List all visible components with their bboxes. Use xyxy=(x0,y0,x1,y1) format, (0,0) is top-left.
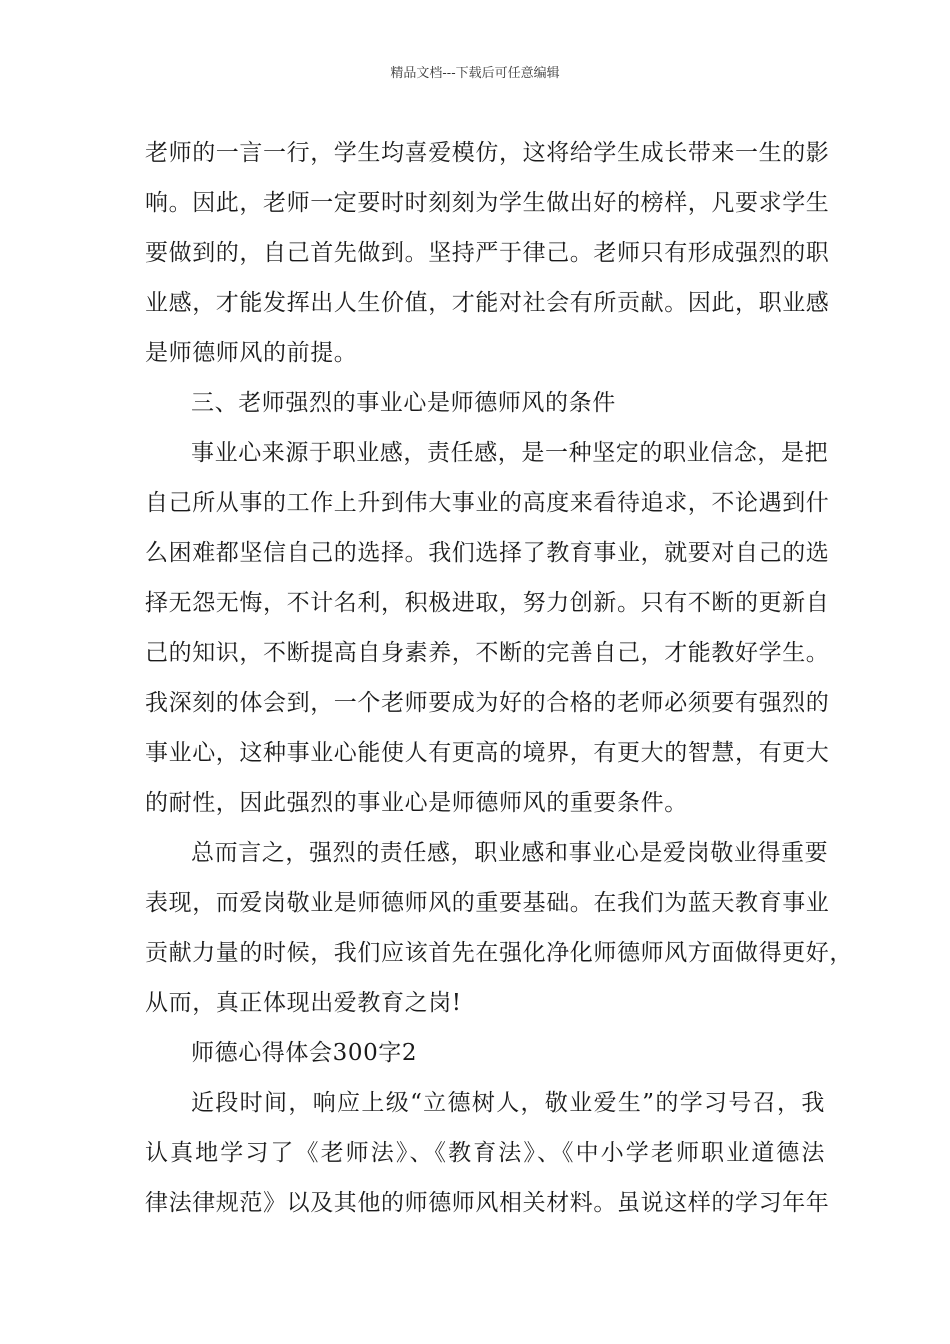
text-line: 事业心，这种事业心能使人有更高的境界，有更大的智慧，有更大 xyxy=(145,740,830,766)
text-line: 事业心来源于职业感，责任感，是一种坚定的职业信念，是把 xyxy=(191,440,829,466)
text-line: 总而言之，强烈的责任感，职业感和事业心是爱岗敬业得重要 xyxy=(191,840,829,866)
text-line: 认真地学习了《老师法》、《教育法》、《中小学老师职业道德法 xyxy=(145,1140,825,1166)
text-line: 老师的一言一行，学生均喜爱模仿，这将给学生成长带来一生的影 xyxy=(145,140,830,166)
document-body xyxy=(145,128,853,1228)
text-line: 律法律规范》以及其他的师德师风相关材料。虽说这样的学习年年 xyxy=(145,1190,830,1216)
text-line: 师德心得体会300字2 xyxy=(191,1040,418,1066)
text-line: 自己所从事的工作上升到伟大事业的高度来看待追求，不论遇到什 xyxy=(145,490,830,516)
text-line: 择无怨无悔，不计名利，积极进取，努力创新。只有不断的更新自 xyxy=(145,590,830,616)
text-line: 三、老师强烈的事业心是师德师风的条件 xyxy=(191,390,616,416)
text-line: 么困难都坚信自己的选择。我们选择了教育事业，就要对自己的选 xyxy=(145,540,830,566)
text-line: 响。因此，老师一定要时时刻刻为学生做出好的榜样，凡要求学生 xyxy=(145,190,830,216)
text-line: 己的知识，不断提高自身素养，不断的完善自己，才能教好学生。 xyxy=(145,640,830,666)
text-line: 业感，才能发挥出人生价值，才能对社会有所贡献。因此，职业感 xyxy=(145,290,830,316)
text-line: 是师德师风的前提。 xyxy=(145,340,358,366)
text-line: 从而，真正体现出爱教育之岗! xyxy=(145,990,462,1016)
text-line: 近段时间，响应上级“立德树人，敬业爱生”的学习号召，我 xyxy=(191,1090,825,1116)
text-line: 我深刻的体会到，一个老师要成为好的合格的老师必须要有强烈的 xyxy=(145,690,830,716)
text-line: 贡献力量的时候，我们应该首先在强化净化师德师风方面做得更好， xyxy=(145,940,853,966)
text-line: 表现，而爱岗敬业是师德师风的重要基础。在我们为蓝天教育事业 xyxy=(145,890,830,916)
page-header: 精品文档---下载后可任意编辑 xyxy=(390,66,560,81)
text-line: 要做到的，自己首先做到。坚持严于律己。老师只有形成强烈的职 xyxy=(145,240,830,266)
text-line: 的耐性，因此强烈的事业心是师德师风的重要条件。 xyxy=(145,790,688,816)
